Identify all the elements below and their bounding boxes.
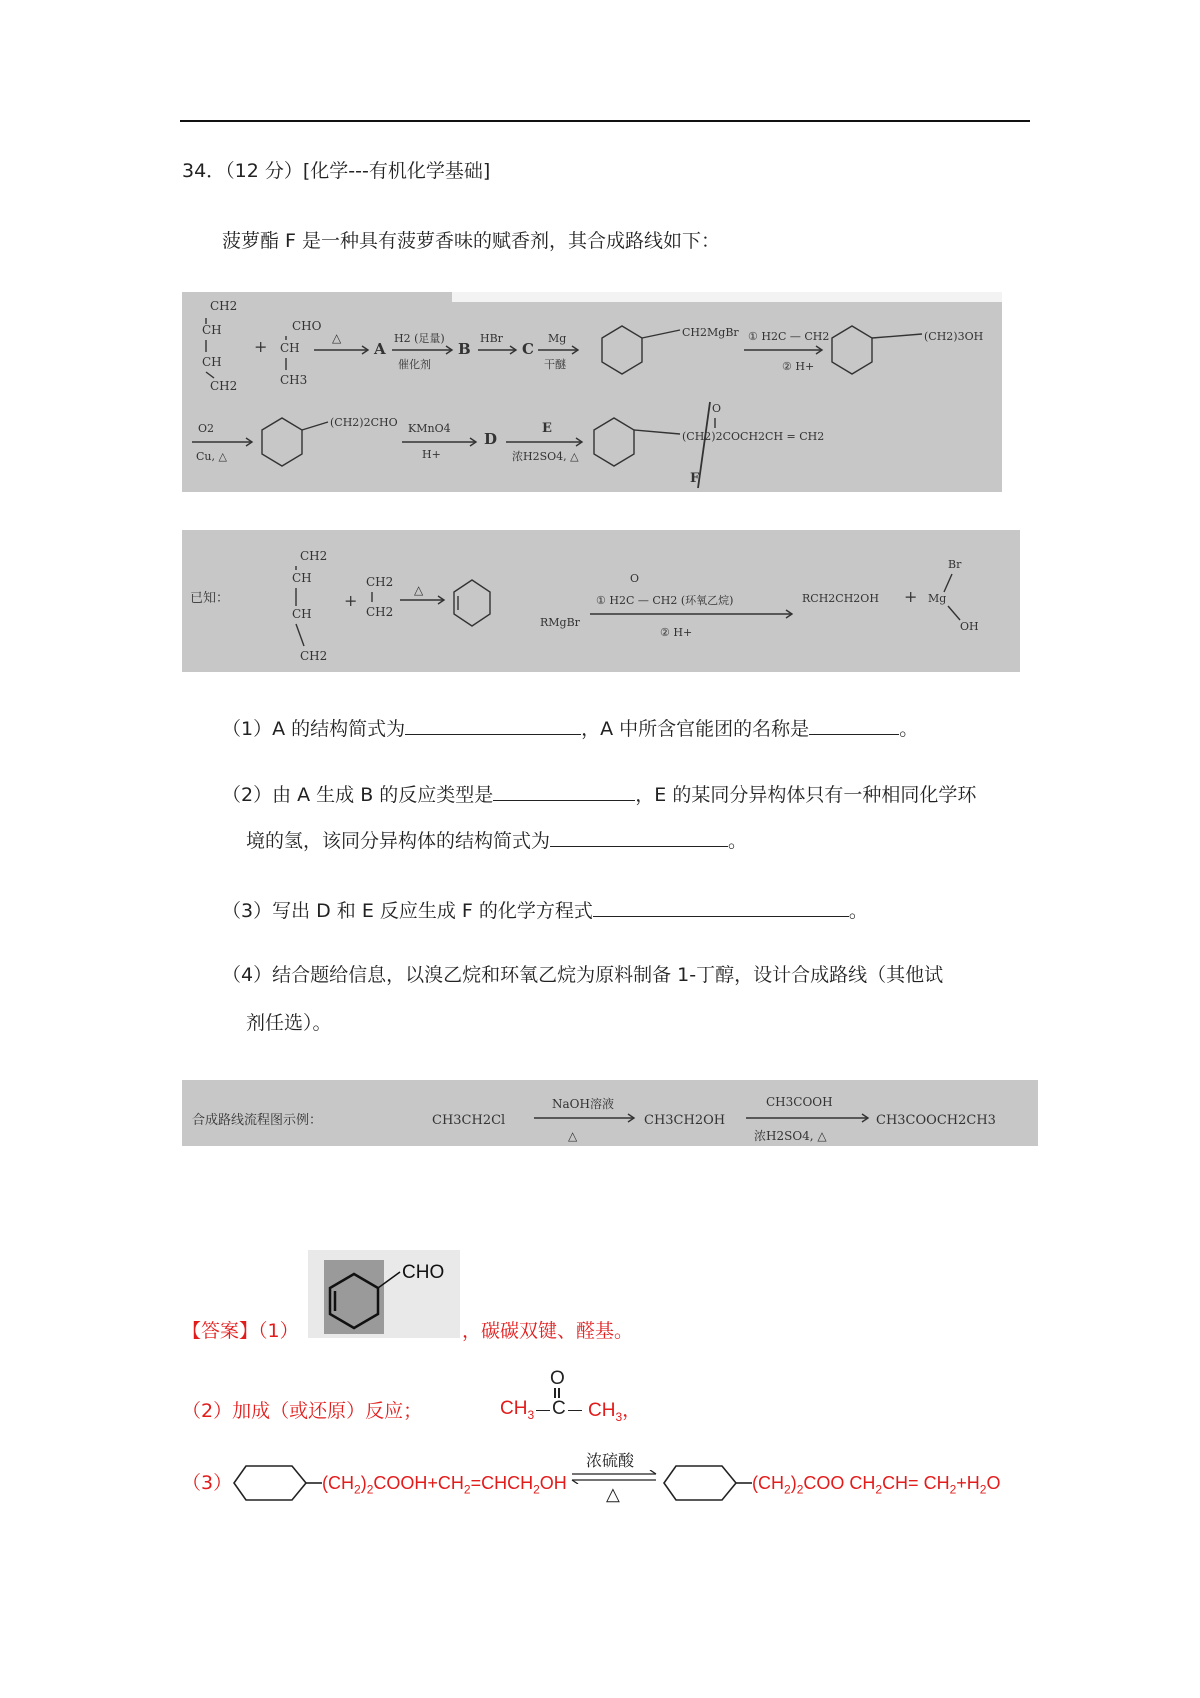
s1-cu: Cu, △ bbox=[196, 450, 227, 463]
q1-blank-1[interactable] bbox=[405, 716, 581, 735]
s1-kmno4: KMnO4 bbox=[408, 422, 451, 435]
answer-tag: 【答案】 bbox=[182, 1320, 259, 1342]
question-number: 34．（12 分）[化学---有机化学基础] bbox=[182, 160, 491, 182]
s1-r1-3: CH2 bbox=[210, 379, 238, 393]
question-1 bbox=[222, 716, 918, 742]
s1-mg: Mg bbox=[548, 332, 567, 345]
answer-3-heat: △ bbox=[606, 1484, 620, 1504]
q1-blank-2[interactable] bbox=[809, 716, 899, 735]
s1-step1: ① H2C — CH2 bbox=[748, 330, 830, 343]
known-label: 已知： bbox=[190, 591, 230, 606]
q2-blank-1[interactable] bbox=[493, 782, 635, 801]
q1-prefix: （1）A 的结构简式为 bbox=[222, 718, 406, 740]
answer-1-structure bbox=[308, 1250, 460, 1338]
s1-o: O bbox=[712, 402, 722, 415]
synthesis-route-figure bbox=[182, 292, 1002, 492]
s1-r2-1: CH bbox=[280, 341, 300, 355]
answer-2-ch3-left: $CH_3$ bbox=[500, 1398, 535, 1422]
s2-step1: ① H2C — CH2 (环氧乙烷) bbox=[596, 594, 734, 607]
q3-prefix: （3）写出 D 和 E 反应生成 F 的化学方程式 bbox=[222, 900, 593, 922]
header-rule bbox=[180, 120, 1030, 122]
answer-1-prefix bbox=[182, 1318, 299, 1344]
s1-D: D bbox=[484, 430, 498, 448]
question-3 bbox=[222, 898, 868, 924]
answer-3-reactants: $(CH_2)_2COOH+CH_2=CHCH_2OH$ bbox=[322, 1473, 567, 1497]
answer-2-carbon: C bbox=[552, 1398, 566, 1419]
example-label: 合成路线流程图示例： bbox=[192, 1113, 323, 1128]
example-mid: CH3CH2OH bbox=[644, 1113, 726, 1128]
s2-r1-3: CH2 bbox=[300, 649, 328, 663]
s2-step2: ② H+ bbox=[660, 626, 693, 639]
s1-F: F bbox=[690, 471, 700, 486]
s1-product: (CH2)3OH bbox=[924, 330, 984, 343]
s2-br: Br bbox=[948, 558, 962, 571]
example-route-figure bbox=[182, 1080, 1038, 1146]
answer-2-ch3-right: $CH_3$， bbox=[588, 1400, 642, 1424]
example-end: CH3COOCH2CH3 bbox=[876, 1113, 996, 1128]
question-2-line-2 bbox=[246, 828, 747, 854]
answer-3-equilibrium-arrow bbox=[568, 1470, 660, 1484]
s1-E: E bbox=[542, 421, 552, 436]
s2-rmgbr: RMgBr bbox=[540, 616, 580, 629]
intro-text: 菠萝酯 F 是一种具有菠萝香味的赋香剂，其合成路线如下： bbox=[222, 230, 721, 252]
answer-1-number: （1） bbox=[258, 1320, 299, 1342]
example-r1-bottom: △ bbox=[568, 1129, 578, 1143]
s1-A: A bbox=[374, 340, 386, 358]
s2-heat: △ bbox=[414, 583, 424, 597]
s2-r1-0: CH2 bbox=[300, 549, 328, 563]
s1-ether: 干醚 bbox=[544, 358, 566, 371]
answer-3-products: $(CH_2)_2COO$ $CH_2CH= CH_2+H_2O$ bbox=[752, 1473, 1001, 1497]
s1-step2: ② H+ bbox=[782, 360, 815, 373]
s1-r1-2: CH bbox=[202, 355, 222, 369]
q2-blank-2[interactable] bbox=[550, 828, 728, 847]
s1-ester: (CH2)2COCH2CH = CH2 bbox=[682, 430, 825, 443]
answer-3-hexagon-right bbox=[662, 1462, 752, 1504]
s1-hbr: HBr bbox=[480, 332, 503, 345]
s1-C: C bbox=[522, 340, 534, 358]
q2-middle: ，E 的某同分异构体只有一种相同化学环 bbox=[635, 784, 977, 806]
s1-grignard: CH2MgBr bbox=[682, 326, 739, 339]
s1-h2so4: 浓H2SO4, △ bbox=[512, 450, 579, 463]
s1-h: H+ bbox=[422, 448, 441, 461]
answer-3-hexagon-left bbox=[232, 1462, 322, 1504]
s2-r1-2: CH bbox=[292, 607, 312, 621]
q2-line2-text: 境的氢，该同分异构体的结构简式为 bbox=[246, 830, 551, 852]
example-r1-top: NaOH溶液 bbox=[552, 1097, 614, 1111]
answer-2-bond-left bbox=[536, 1410, 550, 1411]
s2-plus2: + bbox=[904, 587, 918, 606]
known-info-figure bbox=[182, 530, 1020, 672]
s1-aldehyde: (CH2)2CHO bbox=[330, 416, 398, 429]
s1-r1-1: CH bbox=[202, 323, 222, 337]
answer-1-cho: CHO bbox=[402, 1262, 445, 1283]
answer-2-bond-right bbox=[568, 1410, 582, 1411]
s1-r2-0: CHO bbox=[292, 319, 322, 333]
s2-product: RCH2CH2OH bbox=[802, 592, 879, 605]
q2-end: 。 bbox=[728, 830, 748, 852]
s1-h2: H2 (足量) bbox=[394, 332, 445, 345]
q3-end: 。 bbox=[848, 900, 868, 922]
s2-plus: + bbox=[344, 591, 358, 610]
s2-r2-1: CH2 bbox=[366, 605, 394, 619]
answer-3-catalyst: 浓硫酸 bbox=[586, 1453, 635, 1470]
s2-o: O bbox=[630, 572, 640, 585]
answer-2-oxygen: O bbox=[550, 1368, 565, 1389]
s1-plus: + bbox=[254, 337, 268, 356]
example-start: CH3CH2Cl bbox=[432, 1113, 506, 1128]
s1-B: B bbox=[458, 340, 471, 358]
question-2-line-1 bbox=[222, 782, 976, 808]
answer-1-text: ，碳碳双键、醛基。 bbox=[462, 1320, 634, 1342]
s1-r1-0: CH2 bbox=[210, 299, 238, 313]
answer-2-double-bond bbox=[554, 1388, 560, 1398]
example-r2-top: CH3COOH bbox=[766, 1095, 833, 1109]
q1-middle: ，A 中所含官能团的名称是 bbox=[581, 718, 810, 740]
answer-3-number: （3） bbox=[182, 1472, 233, 1494]
q3-blank[interactable] bbox=[593, 898, 849, 917]
question-4-line-2: 剂任选）。 bbox=[246, 1012, 332, 1034]
answer-3-condition bbox=[568, 1448, 660, 1510]
s1-o2: O2 bbox=[198, 422, 215, 435]
s2-oh: OH bbox=[960, 620, 979, 633]
answer-2-text: （2）加成（或还原）反应； bbox=[182, 1400, 423, 1422]
s2-mg: Mg bbox=[928, 592, 947, 605]
s1-cat: 催化剂 bbox=[398, 358, 431, 371]
q1-end: 。 bbox=[899, 718, 919, 740]
question-4-line-1: （4）结合题给信息，以溴乙烷和环氧乙烷为原料制备 1-丁醇，设计合成路线（其他试 bbox=[222, 964, 944, 986]
s1-r2-2: CH3 bbox=[280, 373, 308, 387]
s1-heat: △ bbox=[332, 331, 342, 345]
example-r2-bottom: 浓H2SO4, △ bbox=[754, 1129, 827, 1143]
q2-prefix: （2）由 A 生成 B 的反应类型是 bbox=[222, 784, 494, 806]
answer-2-structure bbox=[500, 1368, 590, 1426]
s2-r1-1: CH bbox=[292, 571, 312, 585]
s2-r2-0: CH2 bbox=[366, 575, 394, 589]
